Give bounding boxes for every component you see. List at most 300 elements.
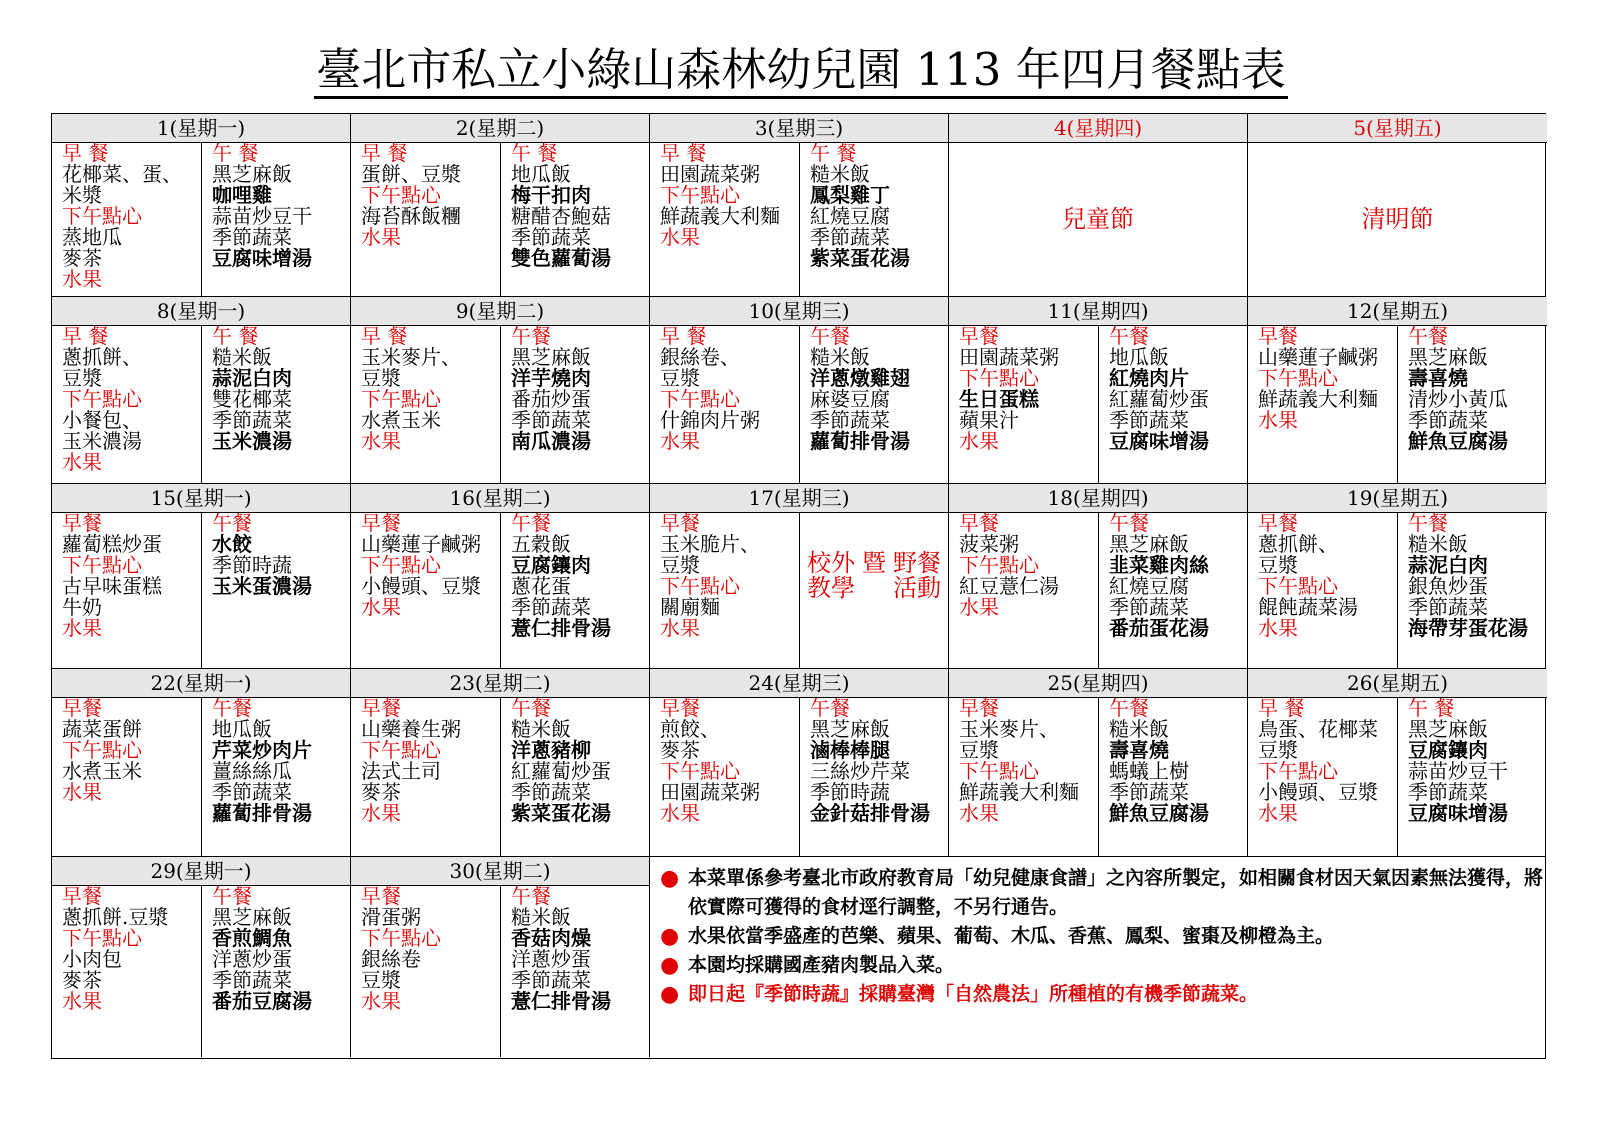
menu-item: 番茄蛋花湯 bbox=[1109, 616, 1209, 640]
menu-item: 薑絲絲瓜 bbox=[212, 759, 292, 783]
lunch-column bbox=[1099, 326, 1247, 483]
menu-item: 早餐 bbox=[660, 698, 700, 720]
menu-item: 午 餐 bbox=[1408, 698, 1455, 720]
menu-item: 麥茶 bbox=[62, 246, 102, 270]
menu-item: 糙米飯 bbox=[810, 345, 870, 369]
breakfast-snack-column bbox=[1248, 326, 1398, 483]
day-header: 8(星期一) bbox=[52, 297, 350, 326]
menu-item: 水餃 bbox=[212, 532, 252, 556]
day-header: 11(星期四) bbox=[949, 297, 1247, 326]
menu-item: 早餐 bbox=[959, 326, 999, 348]
menu-item: 水果 bbox=[62, 267, 102, 291]
menu-item: 牛奶 bbox=[62, 595, 102, 619]
menu-item: 午餐 bbox=[1109, 513, 1149, 535]
note-text: 本菜單係參考臺北市政府教育局「幼兒健康食譜」之內容所製定，如相關食材因天氣因素無法獲得，將依實際可獲得的食材逕行調整，不另行通告。 bbox=[688, 867, 1544, 918]
menu-item: 花椰菜、蛋、 bbox=[62, 162, 182, 186]
menu-item: 地瓜飯 bbox=[212, 717, 272, 741]
menu-item: 鮮魚豆腐湯 bbox=[1109, 801, 1209, 825]
breakfast-snack-column bbox=[52, 886, 202, 1057]
menu-item: 芹菜炒肉片 bbox=[212, 738, 312, 762]
breakfast-snack-column bbox=[351, 698, 501, 856]
menu-item: 小饅頭、豆漿 bbox=[1258, 780, 1378, 804]
menu-item: 水果 bbox=[361, 989, 401, 1013]
menu-item: 季節時蔬 bbox=[212, 553, 292, 577]
menu-item: 早餐 bbox=[361, 698, 401, 720]
lunch-column bbox=[202, 143, 350, 296]
lunch-column bbox=[800, 143, 948, 296]
notes-section bbox=[650, 857, 1543, 1057]
day-cell bbox=[52, 857, 351, 1057]
menu-item: 菠菜粥 bbox=[959, 532, 1019, 556]
menu-item: 早 餐 bbox=[660, 143, 707, 165]
menu-item: 糙米飯 bbox=[1109, 717, 1169, 741]
menu-item: 山藥蓮子鹹粥 bbox=[361, 532, 481, 556]
menu-item: 水果 bbox=[62, 989, 102, 1013]
note-text: 水果依當季盛產的芭樂、蘋果、葡萄、木瓜、香蕉、鳳梨、蜜棗及柳橙為主。 bbox=[688, 925, 1335, 947]
week-row bbox=[52, 484, 1545, 669]
menu-item: 蔬菜蛋餅 bbox=[62, 717, 142, 741]
holiday-label bbox=[949, 143, 1247, 296]
breakfast-snack-column bbox=[52, 698, 202, 856]
menu-item: 季節蔬菜 bbox=[511, 968, 591, 992]
day-cell bbox=[650, 114, 949, 296]
menu-item: 小餐包、 bbox=[62, 408, 142, 432]
menu-item: 田園蔬菜粥 bbox=[660, 162, 760, 186]
day-header: 4(星期四) bbox=[949, 114, 1247, 143]
menu-item: 三絲炒芹菜 bbox=[810, 759, 910, 783]
menu-item: 田園蔬菜粥 bbox=[660, 780, 760, 804]
day-cell bbox=[1248, 484, 1547, 668]
day-header: 23(星期二) bbox=[351, 669, 649, 698]
menu-item: 下午點心 bbox=[1258, 366, 1338, 390]
menu-item: 地瓜飯 bbox=[1109, 345, 1169, 369]
menu-item: 豆漿 bbox=[1258, 738, 1298, 762]
menu-item: 滑蛋粥 bbox=[361, 905, 421, 929]
bullet-icon: ● bbox=[660, 923, 680, 949]
menu-item: 午餐 bbox=[511, 886, 551, 908]
menu-item: 鳥蛋、花椰菜 bbox=[1258, 717, 1378, 741]
day-body bbox=[650, 698, 948, 856]
bullet-icon: ● bbox=[660, 865, 680, 891]
day-body bbox=[650, 513, 948, 668]
day-body bbox=[52, 698, 350, 856]
menu-item: 黑芝麻飯 bbox=[511, 345, 591, 369]
menu-item: 麻婆豆腐 bbox=[810, 387, 890, 411]
lunch-column bbox=[800, 698, 948, 856]
menu-item: 午餐 bbox=[511, 513, 551, 535]
day-header: 1(星期一) bbox=[52, 114, 350, 143]
menu-item: 早 餐 bbox=[361, 143, 408, 165]
day-cell bbox=[351, 484, 650, 668]
menu-item: 水果 bbox=[62, 780, 102, 804]
week-row bbox=[52, 114, 1545, 297]
day-header: 12(星期五) bbox=[1248, 297, 1547, 326]
menu-item: 蔥抓餅.豆漿 bbox=[62, 905, 169, 929]
day-cell bbox=[351, 857, 650, 1057]
menu-item: 水煮玉米 bbox=[62, 759, 142, 783]
lunch-column bbox=[501, 886, 649, 1057]
day-body bbox=[949, 513, 1247, 668]
menu-item: 早餐 bbox=[660, 513, 700, 535]
menu-item: 豆腐味增湯 bbox=[1408, 801, 1508, 825]
menu-item: 五穀飯 bbox=[511, 532, 571, 556]
breakfast-snack-column bbox=[949, 513, 1099, 668]
day-body bbox=[52, 326, 350, 483]
menu-item: 生日蛋糕 bbox=[959, 387, 1039, 411]
day-cell bbox=[1248, 669, 1547, 856]
holiday-text: 兒童節 bbox=[1062, 205, 1134, 233]
menu-item: 玉米脆片、 bbox=[660, 532, 760, 556]
menu-item: 早 餐 bbox=[1258, 698, 1305, 720]
menu-item: 季節蔬菜 bbox=[1109, 595, 1189, 619]
page-title: 臺北市私立小綠山森林幼兒園 113 年四月餐點表 bbox=[0, 40, 1602, 100]
menu-item: 下午點心 bbox=[959, 553, 1039, 577]
day-header: 18(星期四) bbox=[949, 484, 1247, 513]
menu-item: 麥茶 bbox=[660, 738, 700, 762]
menu-item: 季節蔬菜 bbox=[511, 780, 591, 804]
menu-item: 豆腐鑲肉 bbox=[1408, 738, 1488, 762]
day-header: 22(星期一) bbox=[52, 669, 350, 698]
menu-item: 蔥抓餅、 bbox=[1258, 532, 1338, 556]
menu-item: 水果 bbox=[660, 616, 700, 640]
breakfast-snack-column bbox=[949, 326, 1099, 483]
menu-item: 洋蔥炒蛋 bbox=[511, 947, 591, 971]
day-cell bbox=[650, 484, 949, 668]
lunch-column bbox=[800, 513, 948, 668]
day-body bbox=[351, 886, 649, 1057]
breakfast-snack-column bbox=[1248, 698, 1398, 856]
day-header: 30(星期二) bbox=[351, 857, 649, 886]
event-text: 校外教學 bbox=[807, 549, 855, 602]
menu-item: 銀絲卷、 bbox=[660, 345, 740, 369]
menu-item: 南瓜濃湯 bbox=[511, 429, 591, 453]
menu-item: 季節蔬菜 bbox=[1408, 408, 1488, 432]
note-item bbox=[660, 922, 1543, 951]
menu-item: 早 餐 bbox=[62, 326, 109, 348]
menu-item: 黑芝麻飯 bbox=[1408, 345, 1488, 369]
day-cell bbox=[949, 484, 1248, 668]
day-cell bbox=[351, 669, 650, 856]
menu-item: 豆漿 bbox=[660, 366, 700, 390]
breakfast-snack-column bbox=[351, 513, 501, 668]
day-body bbox=[52, 513, 350, 668]
menu-item: 黑芝麻飯 bbox=[810, 717, 890, 741]
day-cell bbox=[1248, 297, 1547, 483]
day-body bbox=[351, 698, 649, 856]
menu-item: 蒜泥白肉 bbox=[212, 366, 292, 390]
day-header: 5(星期五) bbox=[1248, 114, 1547, 143]
note-item bbox=[660, 980, 1543, 1009]
day-cell bbox=[1248, 114, 1547, 296]
day-header: 24(星期三) bbox=[650, 669, 948, 698]
menu-item: 番茄豆腐湯 bbox=[212, 989, 312, 1013]
menu-item: 水果 bbox=[361, 801, 401, 825]
menu-item: 早 餐 bbox=[62, 143, 109, 165]
menu-item: 香煎鯛魚 bbox=[212, 926, 292, 950]
menu-item: 季節蔬菜 bbox=[1408, 780, 1488, 804]
event-text: 野餐活動 bbox=[893, 549, 941, 602]
lunch-column bbox=[1398, 513, 1547, 668]
menu-item: 豆漿 bbox=[361, 968, 401, 992]
menu-item: 早 餐 bbox=[361, 326, 408, 348]
menu-item: 蘿蔔糕炒蛋 bbox=[62, 532, 162, 556]
menu-item: 早餐 bbox=[361, 886, 401, 908]
menu-item: 午餐 bbox=[1408, 326, 1448, 348]
day-header: 26(星期五) bbox=[1248, 669, 1547, 698]
menu-item: 紅燒豆腐 bbox=[1109, 574, 1189, 598]
menu-item: 梅干扣肉 bbox=[511, 183, 591, 207]
menu-item: 下午點心 bbox=[62, 926, 142, 950]
menu-item: 水果 bbox=[660, 801, 700, 825]
menu-item: 洋蔥炒蛋 bbox=[212, 947, 292, 971]
menu-item: 玉米濃湯 bbox=[62, 429, 142, 453]
menu-item: 豆漿 bbox=[1258, 553, 1298, 577]
menu-item: 下午點心 bbox=[62, 204, 142, 228]
menu-item: 蒸地瓜 bbox=[62, 225, 122, 249]
menu-item: 下午點心 bbox=[361, 738, 441, 762]
menu-item: 香菇肉燥 bbox=[511, 926, 591, 950]
breakfast-snack-column bbox=[949, 698, 1099, 856]
day-body bbox=[949, 143, 1247, 296]
menu-item: 早 餐 bbox=[660, 326, 707, 348]
menu-item: 小饅頭、豆漿 bbox=[361, 574, 481, 598]
menu-item: 鮮魚豆腐湯 bbox=[1408, 429, 1508, 453]
breakfast-snack-column bbox=[650, 143, 800, 296]
menu-item: 季節蔬菜 bbox=[1408, 595, 1488, 619]
menu-item: 蛋餅、豆漿 bbox=[361, 162, 461, 186]
menu-item: 午 餐 bbox=[212, 143, 259, 165]
breakfast-snack-column bbox=[52, 513, 202, 668]
menu-item: 午餐 bbox=[1408, 513, 1448, 535]
menu-item: 薏仁排骨湯 bbox=[511, 616, 611, 640]
lunch-column bbox=[202, 886, 350, 1057]
menu-item: 下午點心 bbox=[361, 926, 441, 950]
menu-item: 薏仁排骨湯 bbox=[511, 989, 611, 1013]
note-item bbox=[660, 951, 1543, 980]
menu-item: 蒜泥白肉 bbox=[1408, 553, 1488, 577]
menu-item: 早餐 bbox=[361, 513, 401, 535]
day-body bbox=[1248, 326, 1547, 483]
menu-item: 蔥花蛋 bbox=[511, 574, 571, 598]
menu-item: 壽喜燒 bbox=[1109, 738, 1169, 762]
day-header: 15(星期一) bbox=[52, 484, 350, 513]
menu-item: 季節蔬菜 bbox=[212, 968, 292, 992]
note-item bbox=[660, 864, 1543, 922]
lunch-column bbox=[501, 143, 649, 296]
menu-item: 水果 bbox=[959, 429, 999, 453]
menu-item: 下午點心 bbox=[62, 553, 142, 577]
menu-item: 水果 bbox=[361, 225, 401, 249]
menu-item: 下午點心 bbox=[1258, 574, 1338, 598]
menu-item: 糙米飯 bbox=[511, 905, 571, 929]
bullet-icon: ● bbox=[660, 981, 680, 1007]
menu-item: 紅蘿蔔炒蛋 bbox=[1109, 387, 1209, 411]
menu-item: 清炒小黃瓜 bbox=[1408, 387, 1508, 411]
lunch-column bbox=[501, 698, 649, 856]
note-text: 本園均採購國產豬肉製品入菜。 bbox=[688, 954, 955, 976]
menu-item: 季節蔬菜 bbox=[511, 225, 591, 249]
menu-item: 紅豆薏仁湯 bbox=[959, 574, 1059, 598]
menu-item: 早餐 bbox=[959, 698, 999, 720]
menu-item: 糙米飯 bbox=[212, 345, 272, 369]
day-header: 9(星期二) bbox=[351, 297, 649, 326]
menu-item: 滷棒棒腿 bbox=[810, 738, 890, 762]
menu-item: 水果 bbox=[959, 595, 999, 619]
day-cell bbox=[52, 669, 351, 856]
menu-item: 海帶芽蛋花湯 bbox=[1408, 616, 1528, 640]
menu-item: 洋芋燒肉 bbox=[511, 366, 591, 390]
lunch-column bbox=[1099, 698, 1247, 856]
day-body bbox=[351, 513, 649, 668]
menu-item: 午 餐 bbox=[810, 143, 857, 165]
menu-item: 銀魚炒蛋 bbox=[1408, 574, 1488, 598]
menu-item: 下午點心 bbox=[361, 183, 441, 207]
menu-item: 下午點心 bbox=[959, 366, 1039, 390]
menu-item: 紅燒豆腐 bbox=[810, 204, 890, 228]
menu-item: 水果 bbox=[1258, 801, 1298, 825]
menu-item: 水果 bbox=[361, 429, 401, 453]
lunch-column bbox=[501, 326, 649, 483]
menu-item: 紫菜蛋花湯 bbox=[511, 801, 611, 825]
menu-item: 季節蔬菜 bbox=[810, 225, 890, 249]
menu-item: 午餐 bbox=[810, 698, 850, 720]
menu-item: 古早味蛋糕 bbox=[62, 574, 162, 598]
menu-item: 山藥養生粥 bbox=[361, 717, 461, 741]
menu-item: 季節蔬菜 bbox=[212, 225, 292, 249]
menu-item: 韭菜雞肉絲 bbox=[1109, 553, 1209, 577]
day-body bbox=[351, 326, 649, 483]
lunch-column bbox=[1099, 513, 1247, 668]
day-body bbox=[650, 143, 948, 296]
note-text: 即日起『季節時蔬』採購臺灣「自然農法」所種植的有機季節蔬菜。 bbox=[688, 983, 1259, 1005]
menu-item: 下午點心 bbox=[660, 759, 740, 783]
breakfast-snack-column bbox=[1248, 513, 1398, 668]
menu-item: 早餐 bbox=[62, 886, 102, 908]
menu-item: 下午點心 bbox=[62, 738, 142, 762]
breakfast-snack-column bbox=[650, 326, 800, 483]
menu-item: 地瓜飯 bbox=[511, 162, 571, 186]
day-header: 17(星期三) bbox=[650, 484, 948, 513]
menu-item: 水果 bbox=[361, 595, 401, 619]
bullet-icon: ● bbox=[660, 952, 680, 978]
day-cell bbox=[52, 484, 351, 668]
week-row bbox=[52, 297, 1545, 484]
menu-item: 雙花椰菜 bbox=[212, 387, 292, 411]
lunch-column bbox=[1398, 326, 1547, 483]
menu-item: 水果 bbox=[660, 429, 700, 453]
day-body bbox=[650, 326, 948, 483]
day-cell bbox=[949, 297, 1248, 483]
menu-item: 米漿 bbox=[62, 183, 102, 207]
menu-item: 洋蔥燉雞翅 bbox=[810, 366, 910, 390]
day-body bbox=[1248, 698, 1547, 856]
menu-item: 煎餃、 bbox=[660, 717, 720, 741]
breakfast-snack-column bbox=[52, 143, 202, 296]
menu-item: 螞蟻上樹 bbox=[1109, 759, 1189, 783]
menu-item: 鮮蔬義大利麵 bbox=[660, 204, 780, 228]
menu-item: 早餐 bbox=[1258, 326, 1298, 348]
day-cell bbox=[351, 114, 650, 296]
menu-item: 午 餐 bbox=[511, 143, 558, 165]
menu-item: 黑芝麻飯 bbox=[1109, 532, 1189, 556]
menu-item: 早餐 bbox=[959, 513, 999, 535]
menu-item: 壽喜燒 bbox=[1408, 366, 1468, 390]
day-header: 25(星期四) bbox=[949, 669, 1247, 698]
menu-item: 午餐 bbox=[1109, 326, 1149, 348]
menu-item: 黑芝麻飯 bbox=[212, 162, 292, 186]
menu-item: 玉米蛋濃湯 bbox=[212, 574, 312, 598]
menu-item: 蒜苗炒豆干 bbox=[212, 204, 312, 228]
menu-item: 早餐 bbox=[62, 698, 102, 720]
menu-item: 糙米飯 bbox=[810, 162, 870, 186]
menu-item: 海苔酥飯糰 bbox=[361, 204, 461, 228]
breakfast-snack-column bbox=[650, 698, 800, 856]
day-header: 3(星期三) bbox=[650, 114, 948, 143]
menu-item: 蒜苗炒豆干 bbox=[1408, 759, 1508, 783]
lunch-column bbox=[800, 326, 948, 483]
menu-item: 水煮玉米 bbox=[361, 408, 441, 432]
menu-item: 豆腐鑲肉 bbox=[511, 553, 591, 577]
menu-item: 蘿蔔排骨湯 bbox=[212, 801, 312, 825]
lunch-column bbox=[1398, 698, 1547, 856]
holiday-label bbox=[1248, 143, 1547, 296]
week-row bbox=[52, 669, 1545, 857]
menu-item: 午餐 bbox=[212, 886, 252, 908]
week-row bbox=[52, 857, 1545, 1057]
day-header: 16(星期二) bbox=[351, 484, 649, 513]
day-body bbox=[52, 143, 350, 296]
menu-item: 水果 bbox=[62, 616, 102, 640]
day-cell bbox=[650, 669, 949, 856]
menu-item: 玉米麥片、 bbox=[361, 345, 461, 369]
lunch-column bbox=[202, 326, 350, 483]
event-label bbox=[800, 513, 948, 668]
menu-item: 番茄炒蛋 bbox=[511, 387, 591, 411]
menu-item: 午餐 bbox=[1109, 698, 1149, 720]
menu-item: 山藥蓮子鹹粥 bbox=[1258, 345, 1378, 369]
menu-item: 豆腐味增湯 bbox=[212, 246, 312, 270]
menu-item: 紅蘿蔔炒蛋 bbox=[511, 759, 611, 783]
day-header: 19(星期五) bbox=[1248, 484, 1547, 513]
menu-item: 豆漿 bbox=[660, 553, 700, 577]
menu-item: 玉米麥片、 bbox=[959, 717, 1059, 741]
menu-item: 水果 bbox=[660, 225, 700, 249]
menu-item: 鳳梨雞丁 bbox=[810, 183, 890, 207]
breakfast-snack-column bbox=[351, 886, 501, 1057]
menu-item: 麥茶 bbox=[62, 968, 102, 992]
menu-item: 餛飩蔬菜湯 bbox=[1258, 595, 1358, 619]
menu-item: 糖醋杏鮑菇 bbox=[511, 204, 611, 228]
menu-item: 金針菇排骨湯 bbox=[810, 801, 930, 825]
menu-item: 糙米飯 bbox=[1408, 532, 1468, 556]
menu-item: 早餐 bbox=[62, 513, 102, 535]
menu-item: 午餐 bbox=[212, 698, 252, 720]
menu-item: 下午點心 bbox=[361, 553, 441, 577]
lunch-column bbox=[501, 513, 649, 668]
menu-item: 蔥抓餅、 bbox=[62, 345, 142, 369]
menu-item: 豆漿 bbox=[959, 738, 999, 762]
lunch-column bbox=[202, 513, 350, 668]
breakfast-snack-column bbox=[351, 326, 501, 483]
menu-item: 銀絲卷 bbox=[361, 947, 421, 971]
day-body bbox=[351, 143, 649, 296]
menu-item: 下午點心 bbox=[1258, 759, 1338, 783]
menu-item: 下午點心 bbox=[660, 183, 740, 207]
menu-item: 下午點心 bbox=[959, 759, 1039, 783]
menu-item: 下午點心 bbox=[660, 387, 740, 411]
day-cell bbox=[52, 114, 351, 296]
menu-item: 雙色蘿蔔湯 bbox=[511, 246, 611, 270]
